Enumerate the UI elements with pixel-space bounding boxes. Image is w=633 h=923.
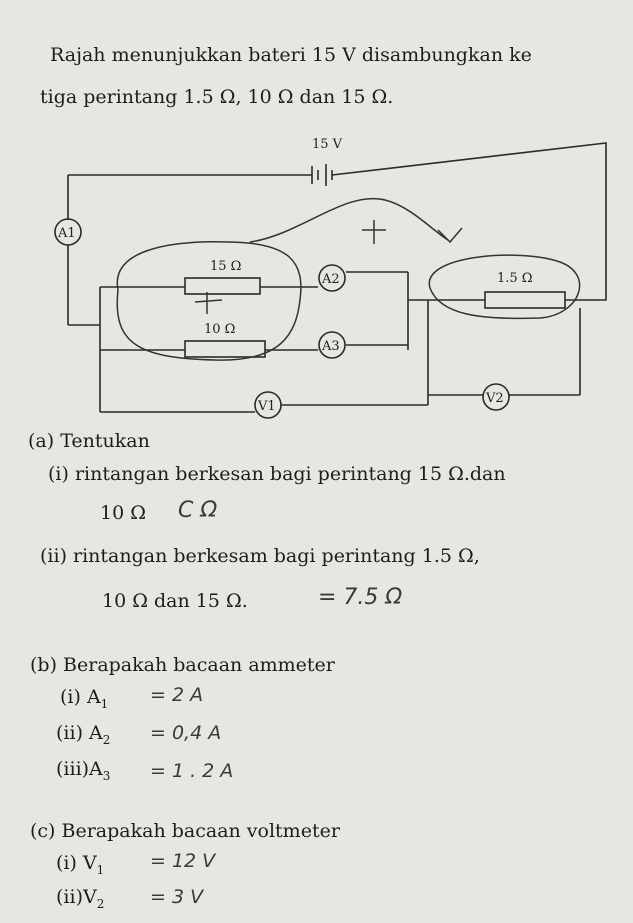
svg-text:A3: A3 <box>322 339 340 354</box>
svg-text:V2: V2 <box>486 391 504 406</box>
part-c-i-answer: = 12 V <box>150 850 216 872</box>
part-b-ii-answer: = 0,4 A <box>150 722 222 744</box>
svg-text:A2: A2 <box>322 272 340 287</box>
part-a-i-answer: C Ω <box>178 498 218 523</box>
resistor-10-label: 10 Ω <box>204 322 236 337</box>
resistor-1-5-label: 1.5 Ω <box>497 271 533 286</box>
svg-text:A1: A1 <box>58 226 76 241</box>
part-c-i-label: (i) $V_1$ <box>56 852 105 877</box>
part-c-ii-answer: = 3 V <box>150 886 204 908</box>
part-b-i-answer: = 2 A <box>150 684 204 706</box>
part-a-heading: (a) Tentukan <box>28 430 150 452</box>
part-b-i-label: (i) $A_1$ <box>60 686 109 711</box>
part-b-iii-label: $(iii)A_3$ <box>56 758 111 783</box>
handwritten-arrow <box>250 199 448 242</box>
part-a-i-text: (i) rintangan berkesan bagi perintang 15 Ω.dan <box>48 463 506 485</box>
battery-label: 15 V <box>312 137 343 152</box>
part-a-ii-answer: = 7.5 Ω <box>318 585 403 610</box>
part-c-ii-label: $(ii)V_2$ <box>56 886 105 911</box>
ammeter-a1-icon <box>55 219 81 245</box>
part-b-ii-label: (ii) $A_2$ <box>56 722 111 747</box>
intro-line-1: Rajah menunjukkan bateri 15 V disambungkan ke <box>50 44 532 66</box>
part-b-heading: (b) Berapakah bacaan ammeter <box>30 654 335 676</box>
part-a-ii-text: (ii) rintangan berkesam bagi perintang 1.5 Ω, <box>40 545 480 567</box>
part-a-i-text2: 10 Ω <box>100 502 146 524</box>
voltmeter-v1-icon <box>255 392 281 418</box>
resistor-15-label: 15 Ω <box>210 259 242 274</box>
handwritten-loop-series <box>429 255 579 318</box>
resistor-1-5-ohm <box>485 292 565 308</box>
part-a-ii-text2: 10 Ω dan 15 Ω. <box>102 590 248 612</box>
ammeter-a2-icon <box>319 265 345 291</box>
part-b-iii-answer: = 1 . 2 A <box>150 760 234 782</box>
top-wire-right <box>332 143 606 300</box>
ammeter-a3-icon <box>319 332 345 358</box>
handwritten-plus-2 <box>195 292 222 314</box>
resistor-10-ohm <box>185 341 265 357</box>
resistor-15-ohm <box>185 278 260 294</box>
voltmeter-v2-icon <box>483 384 509 410</box>
intro-line-2: tiga perintang 1.5 Ω, 10 Ω dan 15 Ω. <box>40 86 394 108</box>
handwritten-plus-1 <box>362 220 386 244</box>
circuit-diagram <box>0 0 633 430</box>
part-c-heading: (c) Berapakah bacaan voltmeter <box>30 820 340 842</box>
battery-icon <box>312 164 332 186</box>
svg-text:V1: V1 <box>258 399 276 414</box>
